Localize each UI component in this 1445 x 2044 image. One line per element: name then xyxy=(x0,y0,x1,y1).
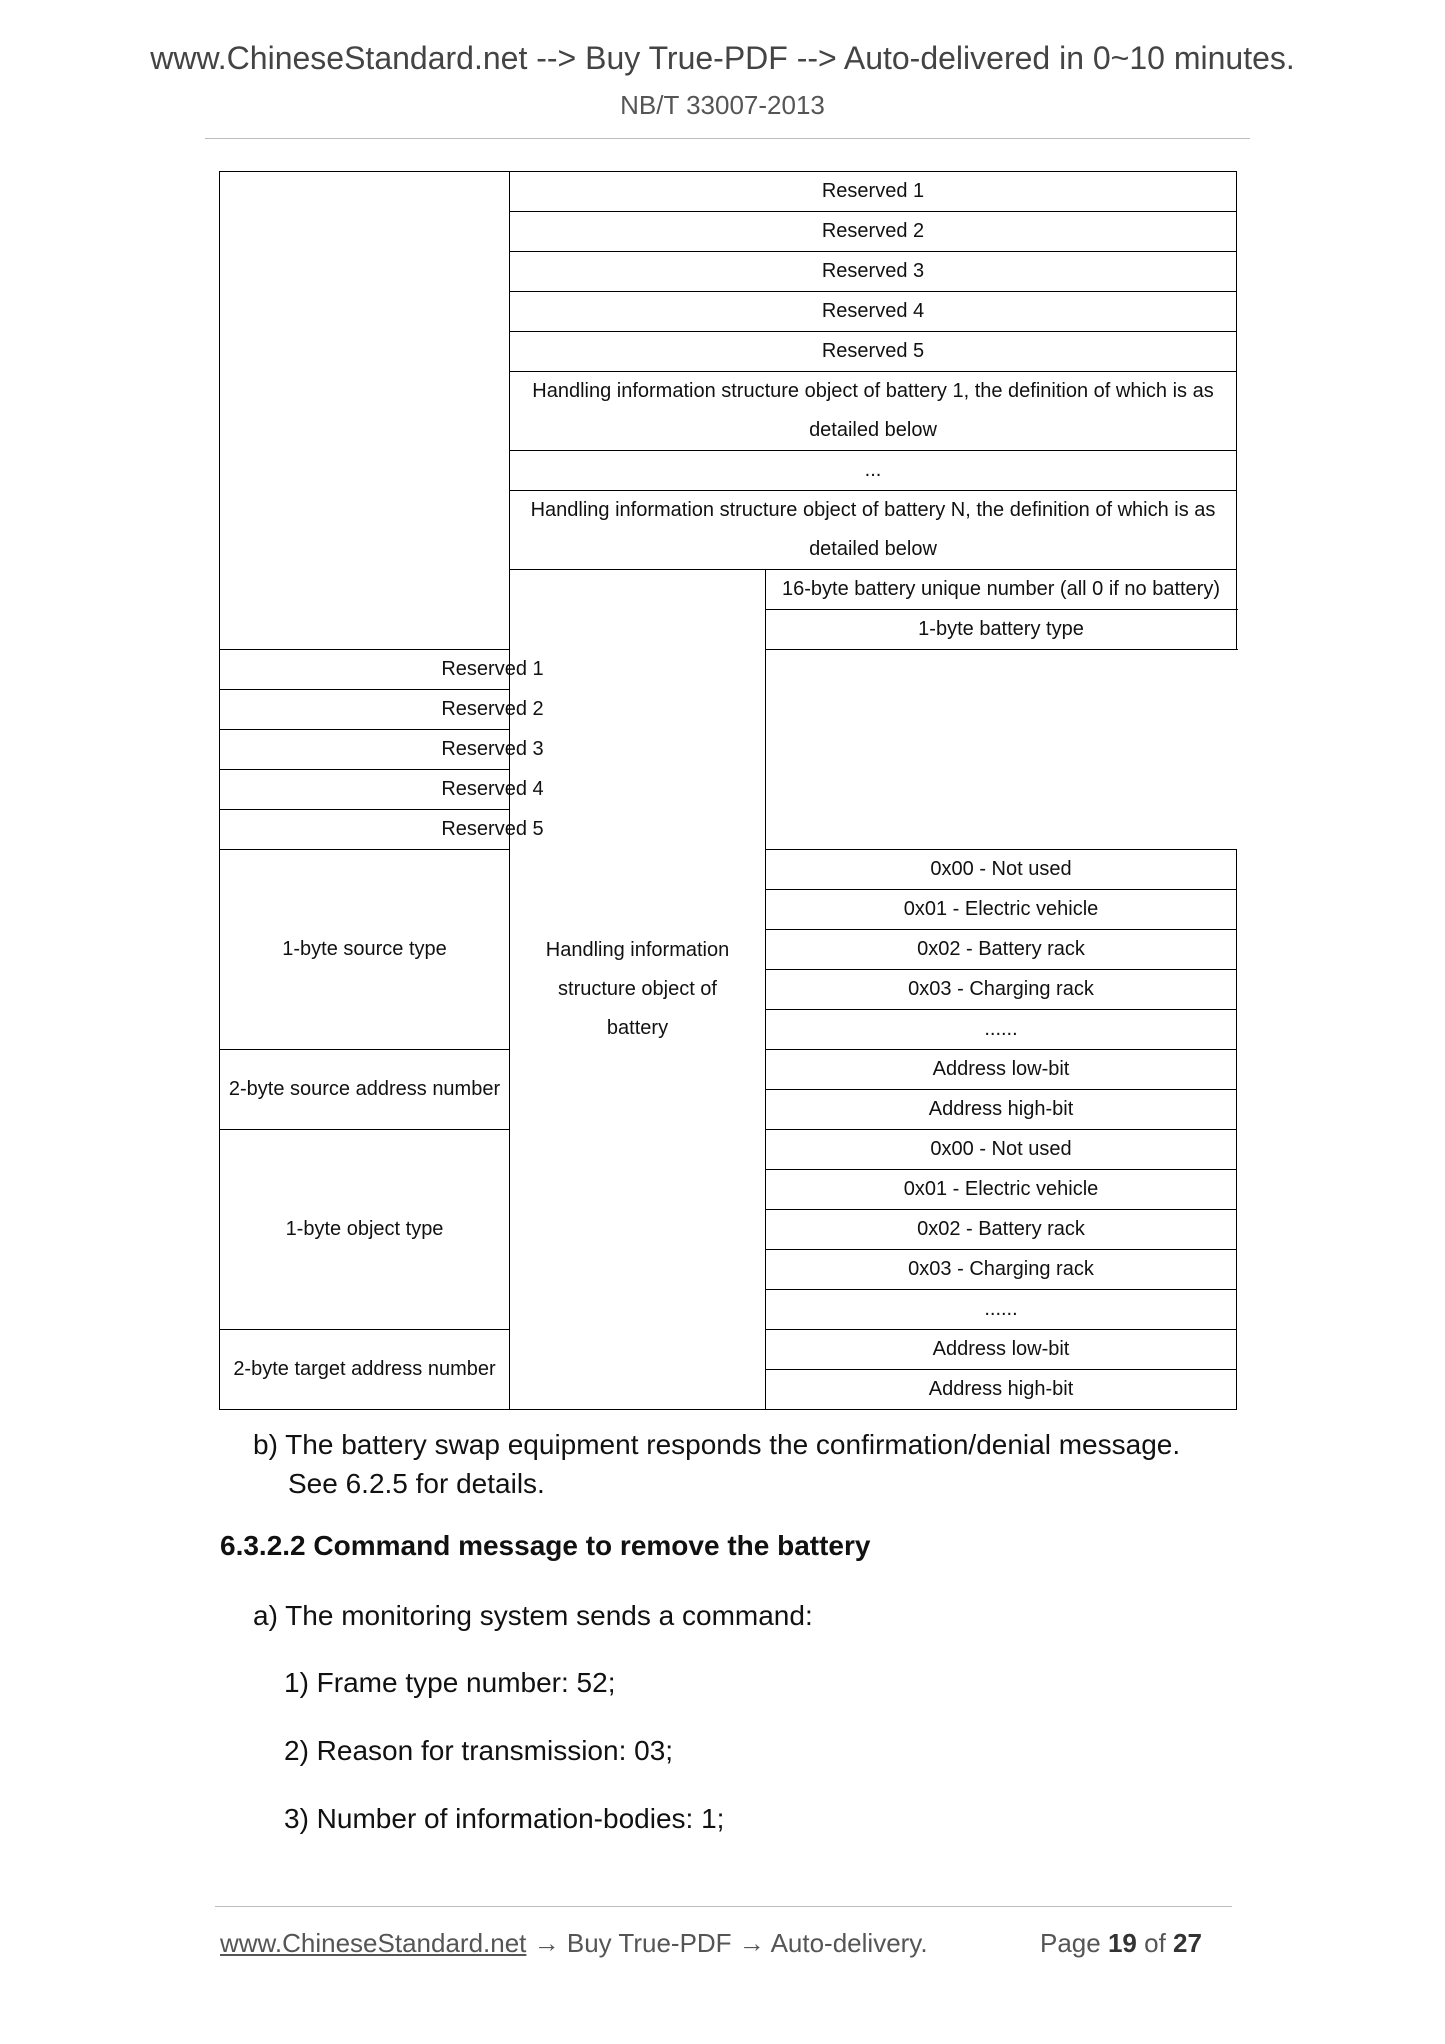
page-current: 19 xyxy=(1107,1928,1137,1958)
footer-left xyxy=(220,1928,928,1959)
table-cell: 0x03 - Charging rack xyxy=(766,970,1237,1010)
table-cell: 0x00 - Not used xyxy=(766,850,1237,890)
page-indicator xyxy=(1040,1928,1202,1959)
table-cell: Reserved 2 xyxy=(510,212,1237,252)
of-word: of xyxy=(1144,1928,1166,1958)
table-cell: Reserved 5 xyxy=(510,332,1237,372)
item-b-text: b) The battery swap equipment responds the confirmation/denial message. xyxy=(253,1429,1181,1460)
footer-tagline: → Buy True-PDF → Auto-delivery. xyxy=(526,1928,928,1958)
table-cell: Reserved 4 xyxy=(510,292,1237,332)
footer-link[interactable]: www.ChineseStandard.net xyxy=(220,1928,527,1958)
table-cell: ... xyxy=(510,451,1237,491)
item-b-continuation: See 6.2.5 for details. xyxy=(288,1468,545,1499)
sub-item: 2) Reason for transmission: 03; xyxy=(284,1735,674,1766)
table-cell: Address low-bit xyxy=(766,1330,1237,1370)
table-cell: Address low-bit xyxy=(766,1050,1237,1090)
table-cell: Reserved 1 xyxy=(510,172,1237,212)
specification-table xyxy=(219,171,1237,1410)
sub-item: 1) Frame type number: 52; xyxy=(284,1667,616,1698)
table-cell: 0x03 - Charging rack xyxy=(766,1250,1237,1290)
table-cell: Reserved 2 xyxy=(220,690,766,730)
footer-divider xyxy=(215,1906,1232,1907)
struct-label-cell: Handling information structure object of battery xyxy=(510,570,766,1410)
table-cell: 0x00 - Not used xyxy=(766,1130,1237,1170)
table-cell: Reserved 3 xyxy=(220,730,766,770)
table-cell: Reserved 3 xyxy=(510,252,1237,292)
table-cell: Reserved 5 xyxy=(220,810,766,850)
page-total: 27 xyxy=(1173,1928,1202,1958)
table-cell: Handling information structure object of battery 1, the definition of which is as detailed below xyxy=(510,372,1237,451)
item-a-text: a) The monitoring system sends a command: xyxy=(253,1600,813,1631)
object-type-label: 1-byte object type xyxy=(220,1130,510,1330)
table-cell: 1-byte battery type xyxy=(766,610,1237,650)
table-cell: ...... xyxy=(766,1010,1237,1050)
table-cell: Reserved 4 xyxy=(220,770,766,810)
table-cell: 0x02 - Battery rack xyxy=(766,930,1237,970)
sub-item: 3) Number of information-bodies: 1; xyxy=(284,1803,725,1834)
document-number: NB/T 33007-2013 xyxy=(620,90,825,120)
table-cell: ...... xyxy=(766,1290,1237,1330)
source-type-label: 1-byte source type xyxy=(220,850,510,1050)
top-banner: www.ChineseStandard.net --> Buy True-PDF --> Auto-delivered in 0~10 minutes. xyxy=(150,40,1295,76)
page-word: Page xyxy=(1040,1928,1101,1958)
table-cell: 16-byte battery unique number (all 0 if no battery) xyxy=(766,570,1237,610)
target-address-label: 2-byte target address number xyxy=(220,1330,510,1410)
table-cell: Address high-bit xyxy=(766,1370,1237,1410)
table-cell: 0x02 - Battery rack xyxy=(766,1210,1237,1250)
section-heading: 6.3.2.2 Command message to remove the battery xyxy=(220,1530,871,1561)
table-cell: 0x01 - Electric vehicle xyxy=(766,890,1237,930)
table-cell: Address high-bit xyxy=(766,1090,1237,1130)
header-divider xyxy=(205,138,1250,139)
table-cell: 0x01 - Electric vehicle xyxy=(766,1170,1237,1210)
table-cell: Handling information structure object of battery N, the definition of which is as detailed below xyxy=(510,491,1237,570)
table-cell: Reserved 1 xyxy=(220,650,766,690)
source-address-label: 2-byte source address number xyxy=(220,1050,510,1130)
empty-label-cell xyxy=(220,172,510,650)
